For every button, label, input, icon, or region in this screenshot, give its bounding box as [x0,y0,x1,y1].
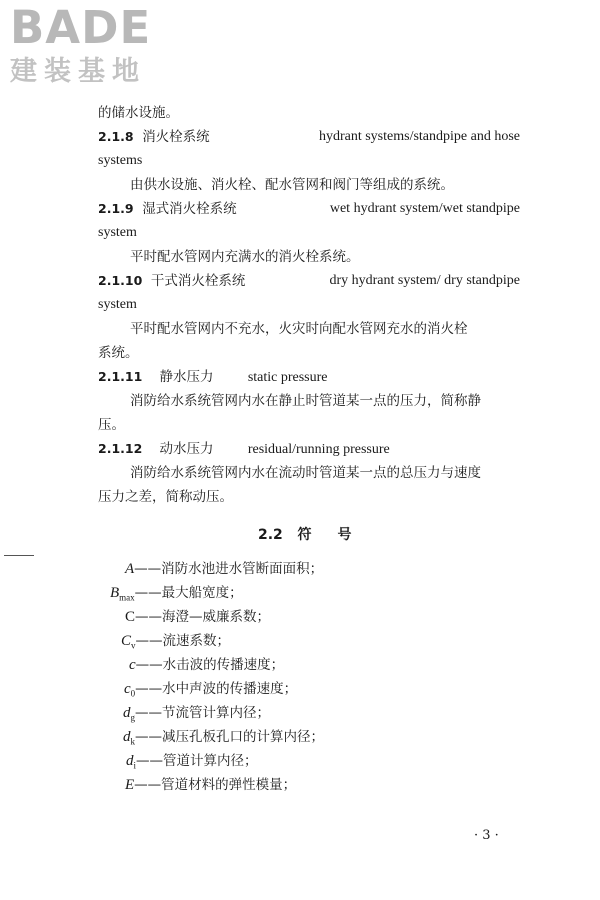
symbol-item [125,608,270,626]
text-line: 的储水设施。 [98,105,179,121]
term-heading-2-1-8 [98,128,520,146]
symbol-variable: c [129,657,136,673]
section-number: 2.2 [258,527,283,543]
symbol-definition: ——管道计算内径； [136,753,258,769]
symbol-item [126,752,258,775]
term-zh: 干式消火栓系统 [150,273,246,289]
symbol-variable: d [123,729,131,745]
symbol-definition: ——消防水池进水管断面面积； [134,561,324,577]
symbol-subscript: k [130,736,135,747]
clause-number: 2.1.11 [98,369,143,384]
clause-number: 2.1.12 [98,441,143,456]
symbol-definition: ——减压孔板孔口的计算内径； [135,729,324,745]
margin-rule [4,555,34,556]
definition-text: 消防给水系统管网内水在流动时管道某一点的总压力与速度 [130,465,481,481]
symbol-subscript: 0 [130,688,136,699]
symbol-definition: ——流速系数； [135,633,231,649]
symbol-variable: E [125,777,135,793]
term-heading-2-1-12 [98,440,390,459]
definition-text: 系统。 [98,345,139,361]
symbol-subscript: i [133,760,137,771]
symbol-item [124,680,297,703]
symbol-item [121,632,230,655]
symbol-definition: ——水中声波的传播速度； [135,681,298,697]
term-zh: 动水压力 [159,441,214,457]
symbol-variable: d [123,705,131,721]
symbol-definition: ——管道材料的弹性模量； [134,777,297,793]
symbol-variable: c [124,681,131,697]
section-title-char: 符 [297,527,312,543]
symbol-definition: ——节流管计算内径； [135,705,270,721]
symbol-variable: C [121,633,132,649]
brand-logo [10,1,180,88]
term-en: wet hydrant system/wet standpipe [329,201,520,216]
symbol-item [125,560,323,578]
term-en: hydrant systems/standpipe and hose [318,129,520,144]
symbol-definition: ——最大船宽度； [134,585,243,601]
term-zh: 消火栓系统 [142,129,210,145]
symbol-variable: d [126,753,134,769]
symbol-subscript: g [130,712,135,723]
symbol-variable: C [125,609,136,625]
clause-number: 2.1.8 [98,129,134,144]
symbol-variable: B [110,585,120,601]
term-zh: 静水压力 [159,369,214,385]
symbol-subscript: max [119,592,135,603]
term-en: static pressure [247,370,328,385]
text-line: system [98,225,137,240]
section-title-char: 号 [337,527,352,543]
clause-number: 2.1.10 [98,273,143,288]
text-line: system [98,297,137,312]
term-zh: 湿式消火栓系统 [142,201,237,217]
symbol-item [123,704,270,727]
definition-text: 平时配水管网内不充水，火灾时向配水管网充水的消火栓 [130,321,468,337]
symbol-definition: ——水击波的传播速度； [135,657,285,673]
definition-text: 消防给水系统管网内水在静止时管道某一点的压力，简称静 [130,393,481,409]
term-heading-2-1-10 [98,272,520,290]
term-en: dry hydrant system/ dry standpipe [329,273,520,288]
logo-subtitle: 建装基地 [10,56,146,87]
symbol-item [123,728,324,751]
text-line: systems [98,153,143,168]
term-heading-2-1-11 [98,368,328,387]
symbol-definition: ——海澄—威廉系数； [135,609,271,625]
symbol-item [110,584,243,607]
clause-number: 2.1.9 [98,201,134,216]
definition-text: 平时配水管网内充满水的消火栓系统。 [130,249,360,265]
symbol-item [129,656,284,674]
definition-text: 由供水设施、消火栓、配水管网和阀门等组成的系统。 [130,177,454,193]
term-heading-2-1-9 [98,200,520,218]
definition-text: 压力之差，简称动压。 [98,489,233,505]
term-en: residual/running pressure [247,442,390,457]
symbol-variable: A [125,561,135,577]
page-number: · 3 · [474,828,499,843]
definition-text: 压。 [98,417,125,433]
section-heading [258,524,351,544]
logo-text: BADE [10,1,152,54]
symbol-subscript: v [131,640,136,651]
symbol-item [125,776,296,794]
